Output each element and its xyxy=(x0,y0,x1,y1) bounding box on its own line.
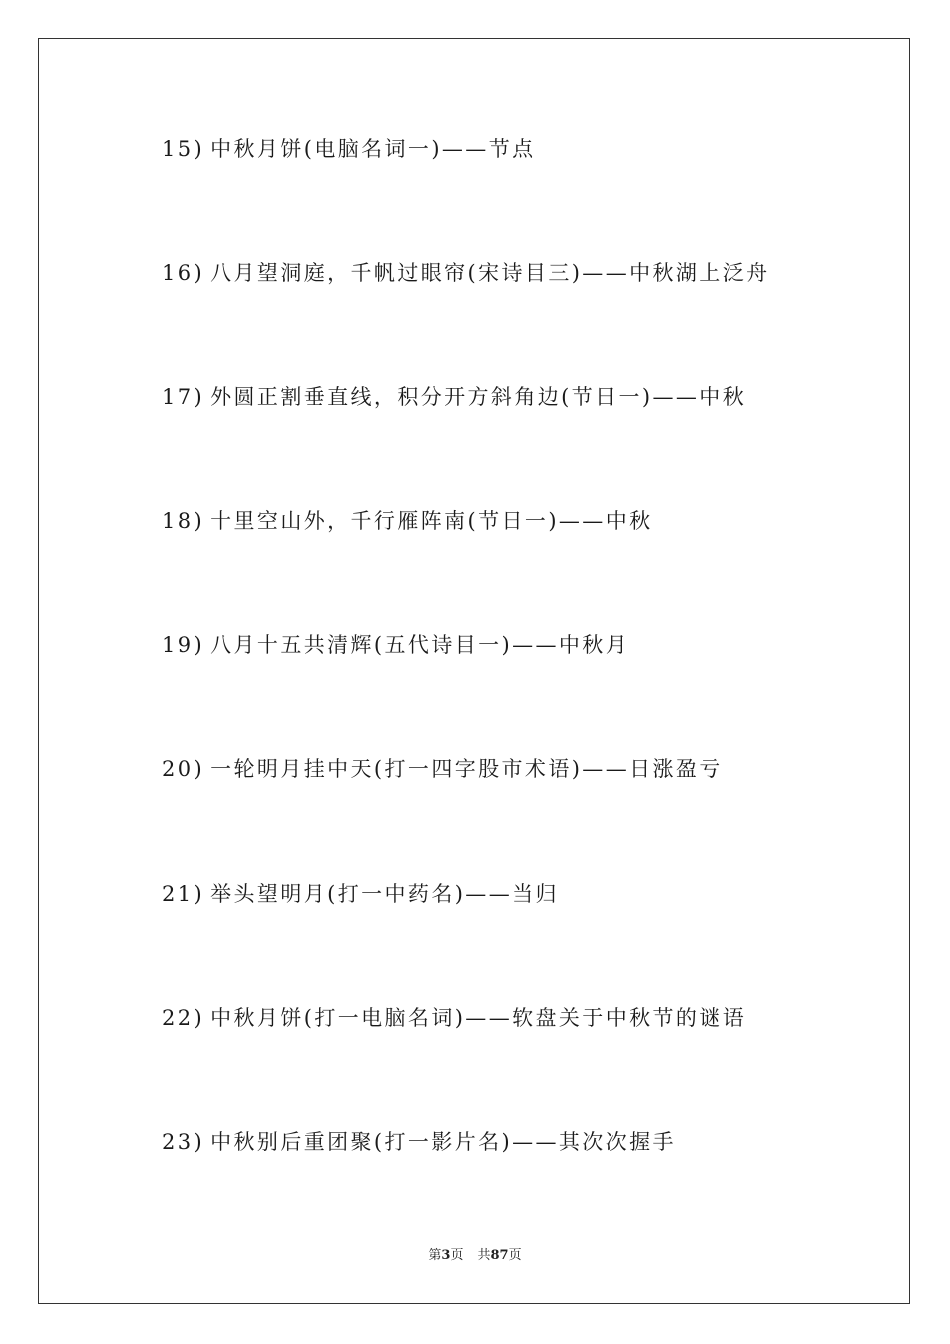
list-item xyxy=(162,1008,746,1029)
item-number: 16) xyxy=(162,261,205,285)
list-item xyxy=(162,884,559,905)
item-text: 中秋月饼(打一电脑名词)——软盘关于中秋节的谜语 xyxy=(210,1006,747,1030)
item-number: 21) xyxy=(162,882,205,906)
item-text: 举头望明月(打一中药名)——当归 xyxy=(210,882,559,906)
item-text: 十里空山外，千行雁阵南(节日一)——中秋 xyxy=(210,509,653,533)
page-number: 3 xyxy=(441,1248,451,1263)
item-number: 22) xyxy=(162,1006,205,1030)
item-number: 18) xyxy=(162,509,205,533)
item-text: 八月望洞庭，千帆过眼帘(宋诗目三)——中秋湖上泛舟 xyxy=(210,261,770,285)
item-text: 中秋别后重团聚(打一影片名)——其次次握手 xyxy=(210,1130,676,1154)
list-item xyxy=(162,1132,676,1153)
item-number: 15) xyxy=(162,137,205,161)
page-prefix: 第 xyxy=(428,1248,442,1263)
item-number: 17) xyxy=(162,385,205,409)
item-text: 一轮明月挂中天(打一四字股市术语)——日涨盈亏 xyxy=(210,757,723,781)
list-item xyxy=(162,511,653,532)
item-text: 中秋月饼(电脑名词一)——节点 xyxy=(210,137,536,161)
page-border xyxy=(38,38,910,1304)
total-pages: 87 xyxy=(490,1248,509,1263)
page-suffix: 页 xyxy=(450,1248,464,1263)
list-item xyxy=(162,635,629,656)
item-text: 外圆正割垂直线，积分开方斜角边(节日一)——中秋 xyxy=(210,385,747,409)
item-number: 19) xyxy=(162,633,205,657)
total-prefix: 共 xyxy=(477,1248,491,1263)
item-number: 20) xyxy=(162,757,205,781)
page-footer xyxy=(0,1249,950,1262)
list-item xyxy=(162,759,723,780)
list-item xyxy=(162,139,536,160)
list-item xyxy=(162,387,746,408)
total-suffix: 页 xyxy=(508,1248,522,1263)
list-item xyxy=(162,263,770,284)
item-number: 23) xyxy=(162,1130,205,1154)
item-text: 八月十五共清辉(五代诗目一)——中秋月 xyxy=(210,633,630,657)
